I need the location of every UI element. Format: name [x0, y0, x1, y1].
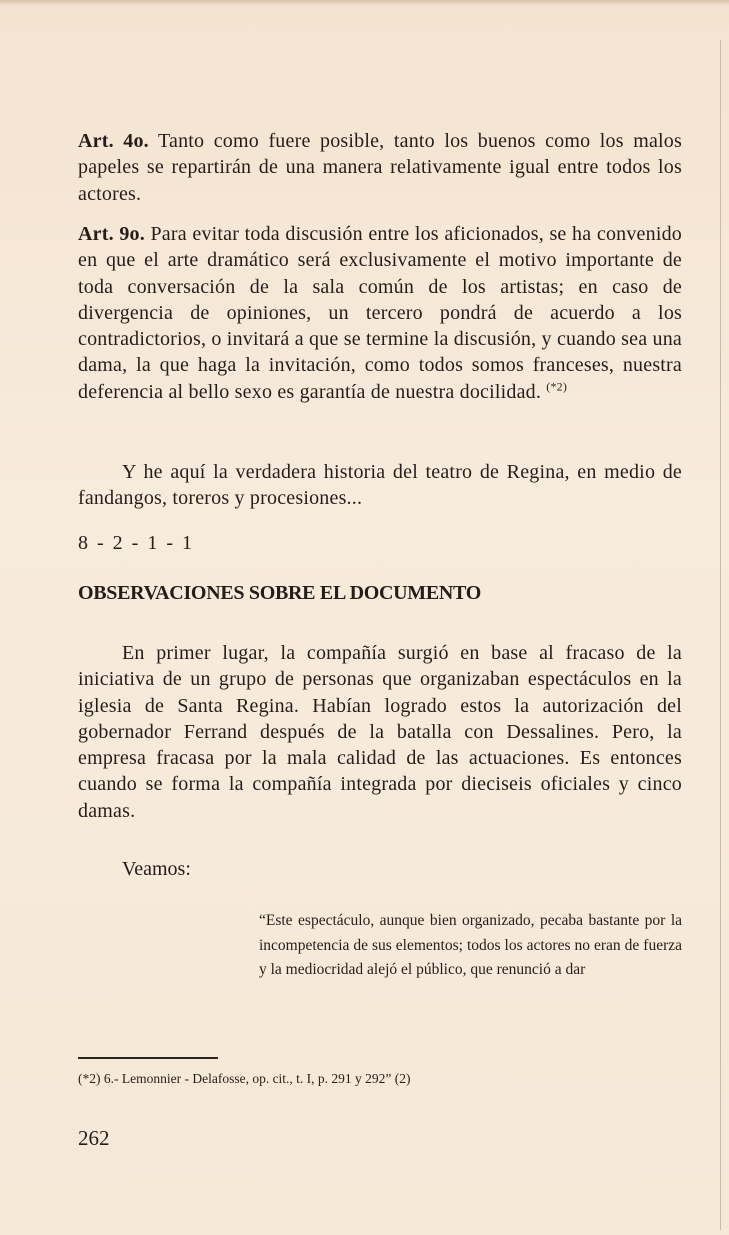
page-right-edge — [720, 40, 721, 1230]
footnote-rule — [78, 1057, 218, 1059]
article-4-label: Art. 4o. — [78, 130, 149, 152]
article-4-text: Tanto como fuere posible, tanto los buenos como los malos papeles se repartirán de una manera relativamente igual entre todos los actores. — [78, 130, 682, 205]
article-9-text: Para evitar toda discusión entre los aficionados, se ha convenido en que el arte dramático será exclusivamente el motivo importante de toda conversación de la sala común de los artistas; en caso de divergencia de opiniones, un tercero pondrá de acuerdo a los contradictorios, o invitará a que se termine la discusión, y cuando sea una dama, la que haga la invitación, como todos somos franceses, nuestra deferencia al bello sexo es garantía de nuestra docilidad. — [78, 223, 682, 403]
article-4-paragraph — [78, 128, 682, 207]
observations-paragraph: En primer lugar, la compañía surgió en base al fracaso de la iniciativa de un grupo de personas que organizaban espectáculos en la iglesia de Santa Regina. Habían logrado estos la autorización del gobernador Ferrand después de la batalla con Dessalines. Pero, la empresa fracasa por la mala calidad de las actuaciones. Es entonces cuando se forma la compañía integrada por dieciseis oficiales y cinco damas. — [78, 642, 682, 822]
article-9-paragraph — [78, 221, 682, 405]
section-heading: OBSERVACIONES SOBRE EL DOCUMENTO — [78, 582, 481, 604]
page-top-edge — [0, 0, 729, 6]
veamos-label: Veamos: — [122, 858, 191, 880]
block-quote: “Este espectáculo, aunque bien organizado, pecaba bastante por la incompetencia de sus elementos; todos los actores no eran de fuerza y la mediocridad alejó el público, que renunció a dar — [259, 912, 682, 978]
footnote: (*2) 6.- Lemonnier - Delafosse, op. cit., t. I, p. 291 y 292” (2) — [78, 1071, 411, 1086]
footnote-reference: (*2) — [546, 379, 568, 394]
article-9-label: Art. 9o. — [78, 223, 145, 245]
page-number: 262 — [78, 1126, 110, 1150]
closing-paragraph: Y he aquí la verdadera historia del teatro de Regina, en medio de fandangos, toreros y procesiones... — [78, 461, 682, 510]
section-code: 8 - 2 - 1 - 1 — [78, 532, 194, 554]
